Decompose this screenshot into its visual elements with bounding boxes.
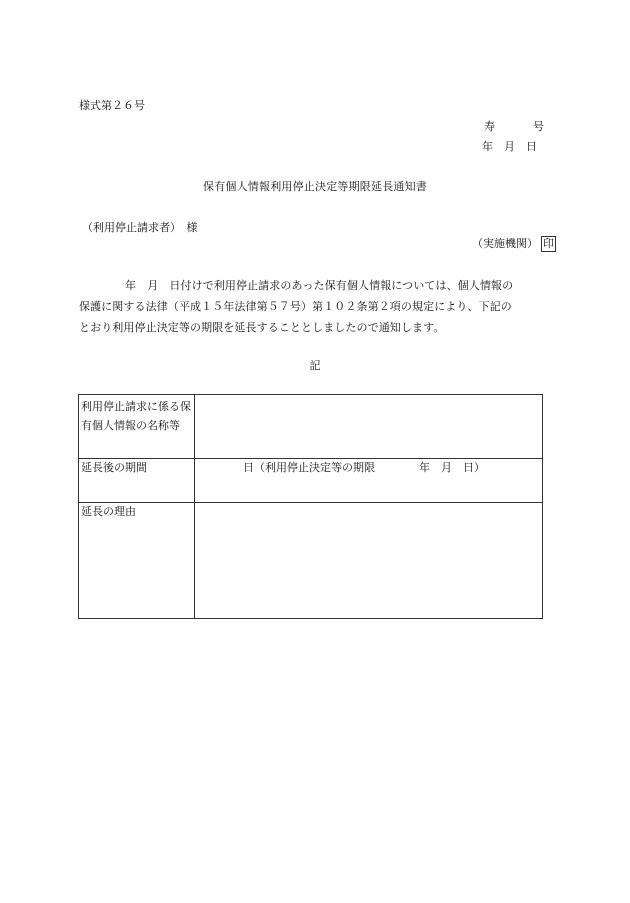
extended-period-value: [195, 459, 543, 503]
notice-body: [79, 275, 551, 338]
table-row: [79, 395, 543, 459]
extended-period-text: 日（利用停止決定等の期限: [243, 461, 375, 474]
extended-period-label: 延長後の期間: [79, 459, 195, 503]
ki-heading: 記: [309, 359, 321, 372]
info-name-label: 利用停止請求に係る保有個人情報の名称等: [79, 395, 195, 459]
body-line-1: 年 月 日付けで利用停止請求のあった保有個人情報については、個人情報の: [125, 279, 514, 292]
extension-reason-value: [195, 503, 543, 619]
document-date: 年 月 日: [482, 140, 537, 153]
body-line-3: とおり利用停止決定等の期限を延長することとしましたので通知します。: [79, 321, 445, 334]
extended-period-date: 年 月 日）: [419, 461, 485, 474]
document-number: [484, 118, 544, 134]
extension-reason-label: 延長の理由: [79, 503, 195, 619]
document-number-prefix: 寿: [484, 120, 495, 133]
document-number-suffix: 号: [533, 120, 544, 133]
body-line-2: 保護に関する法律（平成１５年法律第５７号）第１０２条第２項の規定により、下記の: [79, 300, 512, 313]
details-table: [78, 394, 543, 619]
sender-line: [472, 235, 556, 252]
info-name-value: [195, 395, 543, 459]
table-row: [79, 503, 543, 619]
seal-mark: 印: [543, 237, 554, 250]
form-number: 様式第２６号: [79, 99, 145, 112]
sender-agency: （実施機関）: [472, 237, 538, 250]
addressee: （利用停止請求者） 様: [82, 221, 198, 234]
document-title: 保有個人情報利用停止決定等期限延長通知書: [203, 180, 427, 193]
table-row: [79, 459, 543, 503]
